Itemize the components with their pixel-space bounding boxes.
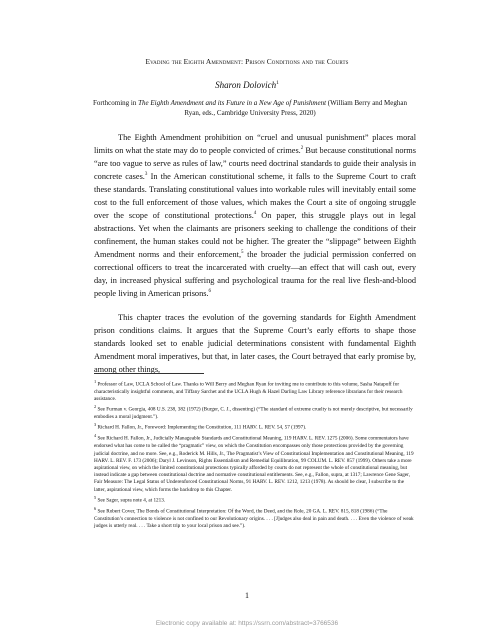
body-paragraph-1 [94,131,416,300]
footnote [94,494,416,505]
footnote-number: 1 [94,379,97,384]
footnote-number: 6 [94,505,97,511]
footnote [94,421,416,432]
footnote-text: See Richard H. Fallon, Jr., Judicially Manageable Standards and Constitutional Meaning, 119 HARV. L. REV. 1275 (2006). Some commentators have endorsed what has come to be called the “pragmatic” view, on which the Constitution encompasses only those protections provided by the governing judicial doctrine, and no more. See, e.g., Roderick M. Hills, Jr., The Pragmatist’s View of Constitutional Implementation and Constitutional Meaning, 119 HARV. L. REV. F. 173 (2006); Daryl J. Levinson, Rights Essentialism and Remedial Equilibration, 99 COLUM. L. REV. 857 (1999). Others take a more aspirational view, on which the limited constitutional protections typically afforded by courts do not represent the whole of constitutional meaning, but instead indicate a gap between constitutional doctrine and normative constitutional entitlements. See, e.g., Fallon, supra, at 1317; Lawrence Gene Sager, Fair Measure: The Legal Status of Underenforced Constitutional Norms, 91 HARV. L. REV. 1212, 1213 (1978). As should be clear, I subscribe to the latter, aspirational view, which forms the backdrop to this Chapter. [94,436,414,493]
fn-marker-4: 4 [253,211,257,217]
footnote-number: 3 [94,422,97,428]
paper-title: Evading the Eighth Amendment: Prison Conditions and the Courts [145,57,349,66]
footnotes [94,378,416,530]
p1-text-e: the broader the judicial permission conferred on correctional officers to treat the incarcerated with cruelty—an effect that will cash out, every day, in increased physical suffering and psychological trauma for the real live flesh-and-blood people living in American prisons. [94,250,416,298]
footnote-number: 5 [94,494,97,500]
book-title: The Eighth Amendment and its Future in a New Age of Punishment [138,99,327,107]
footnote-text: Professor of Law, UCLA School of Law. Thanks to Will Berry and Meghan Ryan for inviting me to contribute to this volume, Sasha Natapoff for characteristically insightful comments, and Tiffany Sarchet and the UCLA Hugh & Hazel Darling Law Library reference librarians for their research assistance. [94,381,403,403]
p1-text-d: On paper, this struggle plays out in legal abstractions. Yet when the claimants are prisoners seeking to challenge the conditions of their confinement, the human stakes could not be higher. The greater the “slippage” between Eighth Amendment norms and their enforcement, [94,211,416,259]
p1-text-b: But because constitutional norms “are too vague to serve as rules of law,” courts need doctrinal standards to guide their analysis in concrete cases. [94,146,416,181]
footnote [94,378,416,403]
footnote-number: 4 [94,433,97,439]
forthcoming-note [90,98,410,118]
page-number: 1 [245,591,249,600]
body-paragraph-2 [94,311,416,376]
fn-marker-6: 6 [208,289,212,295]
footnote-text: See Furman v. Georgia, 408 U.S. 238, 382 (1972) (Burger, C. J., dissenting) (“The standard of extreme cruelty is not merely descriptive, but necessarily embodies a moral judgment.”). [94,407,413,421]
ssrn-footer[interactable]: Electronic copy available at: https://ssrn.com/abstract=3766536 [155,620,339,627]
p1-text-a: The Eighth Amendment prohibition on “cruel and unusual punishment” places moral limits on what the state may do to people convicted of crimes. [94,133,416,155]
author-footnote-marker: 1 [276,80,279,86]
footnote-text: See Sager, supra note 4, at 1213. [96,497,166,504]
footnote [94,403,416,421]
footnote [94,432,416,493]
footnote [94,505,416,530]
author-line [0,80,494,90]
fn-marker-5: 5 [241,250,244,256]
author-name: Sharon Dolovich [215,80,277,90]
footnote-number: 2 [94,404,97,410]
forthcoming-prefix: Forthcoming in [93,99,139,107]
fn-marker-2: 2 [300,146,304,152]
forthcoming-suffix: (William Berry and Meghan Ryan, eds., Cambridge University Press, 2020) [184,99,407,117]
p2-text: This chapter traces the evolution of the governing standards for Eighth Amendment prison conditions claims. It argues that the Supreme Court’s early efforts to shape those standards looked set to enable judicial determinations consistent with fundamental Eighth Amendment moral imperatives, but that, in later cases, the Court betrayed that early promise by, among other things, [94,313,416,374]
footnote-text: See Robert Cover, The Bonds of Constitutional Interpretation: Of the Word, the Deed, and the Role, 20 GA. L. REV. 815, 818 (1986) (“The Constitution’s connection to violence is not confined to our Revolutionary origins. . . . [J]udges also deal in pain and death. . . . Even the violence of weak judges is utterly real. . . . Take a short trip to your local prison and see.”). [94,508,414,529]
footnote-divider [94,373,204,374]
fn-marker-3: 3 [144,172,148,178]
footnote-text: Richard H. Fallon, Jr., Foreword: Implementing the Constitution, 111 HARV. L. REV. 54, 57 (1997). [96,425,307,432]
p1-text-c: In the American constitutional scheme, it falls to the Supreme Court to craft these standards. Translating constitutional values into workable rules will inevitably entail some cost to the full enforcement of those values, which makes the Court a site of ongoing struggle over the scope of constitutional protections. [94,172,416,220]
